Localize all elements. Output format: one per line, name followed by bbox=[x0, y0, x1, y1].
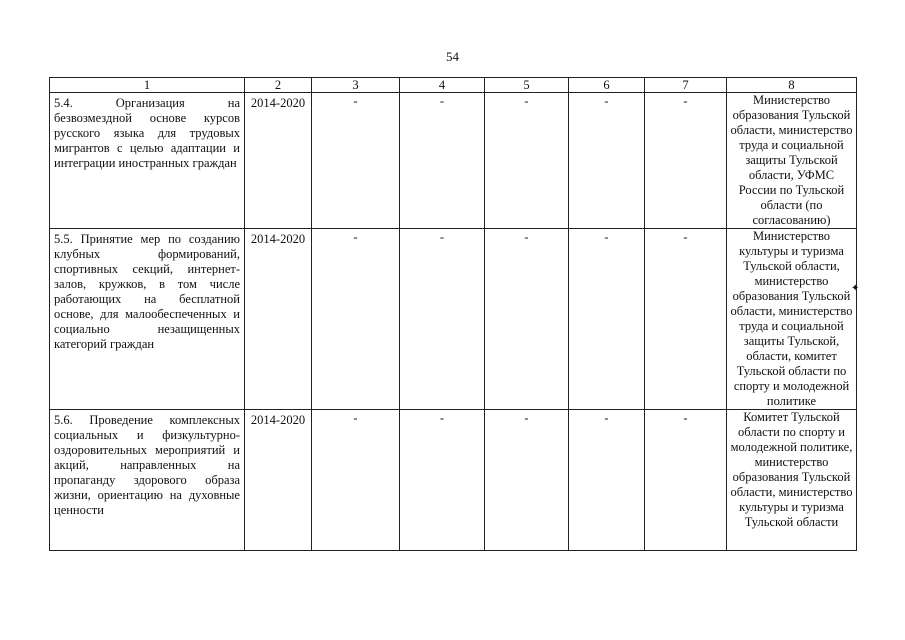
value-cell: - bbox=[645, 229, 727, 410]
value-cell: - bbox=[569, 410, 645, 551]
activity-cell: 5.4. Организация на безвозмездной основе курсов русского языка для трудовых мигрантов с целью адаптации и интеграции иностранных граждан bbox=[50, 93, 245, 229]
column-header-7: 7 bbox=[645, 78, 727, 93]
program-table bbox=[49, 77, 860, 551]
column-header-8: 8 bbox=[727, 78, 857, 93]
page-number: 54 bbox=[446, 49, 459, 64]
value-cell: - bbox=[569, 93, 645, 229]
value-cell: - bbox=[645, 410, 727, 551]
executors-cell: Министерство образования Тульской области, министерство труда и социальной защиты Тульской области, УФМС России по Тульской области (по согласованию) bbox=[727, 93, 857, 229]
table-row bbox=[50, 229, 857, 410]
value-cell: - bbox=[312, 93, 400, 229]
activity-cell: 5.6. Проведение комплексных социальных и физкультурно-оздоровительных мероприятий и акций, направленных на пропаганду здорового образа жизни, ориентацию на духовные ценности bbox=[50, 410, 245, 551]
table-row bbox=[50, 93, 857, 229]
column-header-4: 4 bbox=[400, 78, 485, 93]
value-cell: - bbox=[400, 410, 485, 551]
period-cell: 2014-2020 bbox=[245, 229, 312, 410]
table-row bbox=[50, 410, 857, 551]
value-cell: - bbox=[485, 229, 569, 410]
header-row bbox=[50, 78, 857, 93]
executors-cell: Комитет Тульской области по спорту и молодежной политике, министерство образования Тульской области, министерство культуры и туризма Тульской области bbox=[727, 410, 857, 551]
executors-cell: Министерство культуры и туризма Тульской области, министерство образования Тульской области, министерство труда и социальной защиты Тульской, области, комитет Тульской области по спорту и молодежной политике bbox=[727, 229, 857, 410]
column-header-2: 2 bbox=[245, 78, 312, 93]
value-cell: - bbox=[400, 93, 485, 229]
activity-cell: 5.5. Принятие мер по созданию клубных формирований, спортивных секций, интернет-залов, кружков, в том числе работающих на бесплатной основе, для малообеспеченных и социально незащищенных категорий граждан bbox=[50, 229, 245, 410]
column-header-6: 6 bbox=[569, 78, 645, 93]
value-cell: - bbox=[312, 229, 400, 410]
value-cell: - bbox=[400, 229, 485, 410]
value-cell: - bbox=[485, 93, 569, 229]
column-header-1: 1 bbox=[50, 78, 245, 93]
value-cell: - bbox=[569, 229, 645, 410]
period-cell: 2014-2020 bbox=[245, 93, 312, 229]
period-cell: 2014-2020 bbox=[245, 410, 312, 551]
value-cell: - bbox=[312, 410, 400, 551]
column-header-5: 5 bbox=[485, 78, 569, 93]
value-cell: - bbox=[485, 410, 569, 551]
ink-mark: ✦ bbox=[851, 283, 860, 294]
value-cell: - bbox=[645, 93, 727, 229]
column-header-3: 3 bbox=[312, 78, 400, 93]
